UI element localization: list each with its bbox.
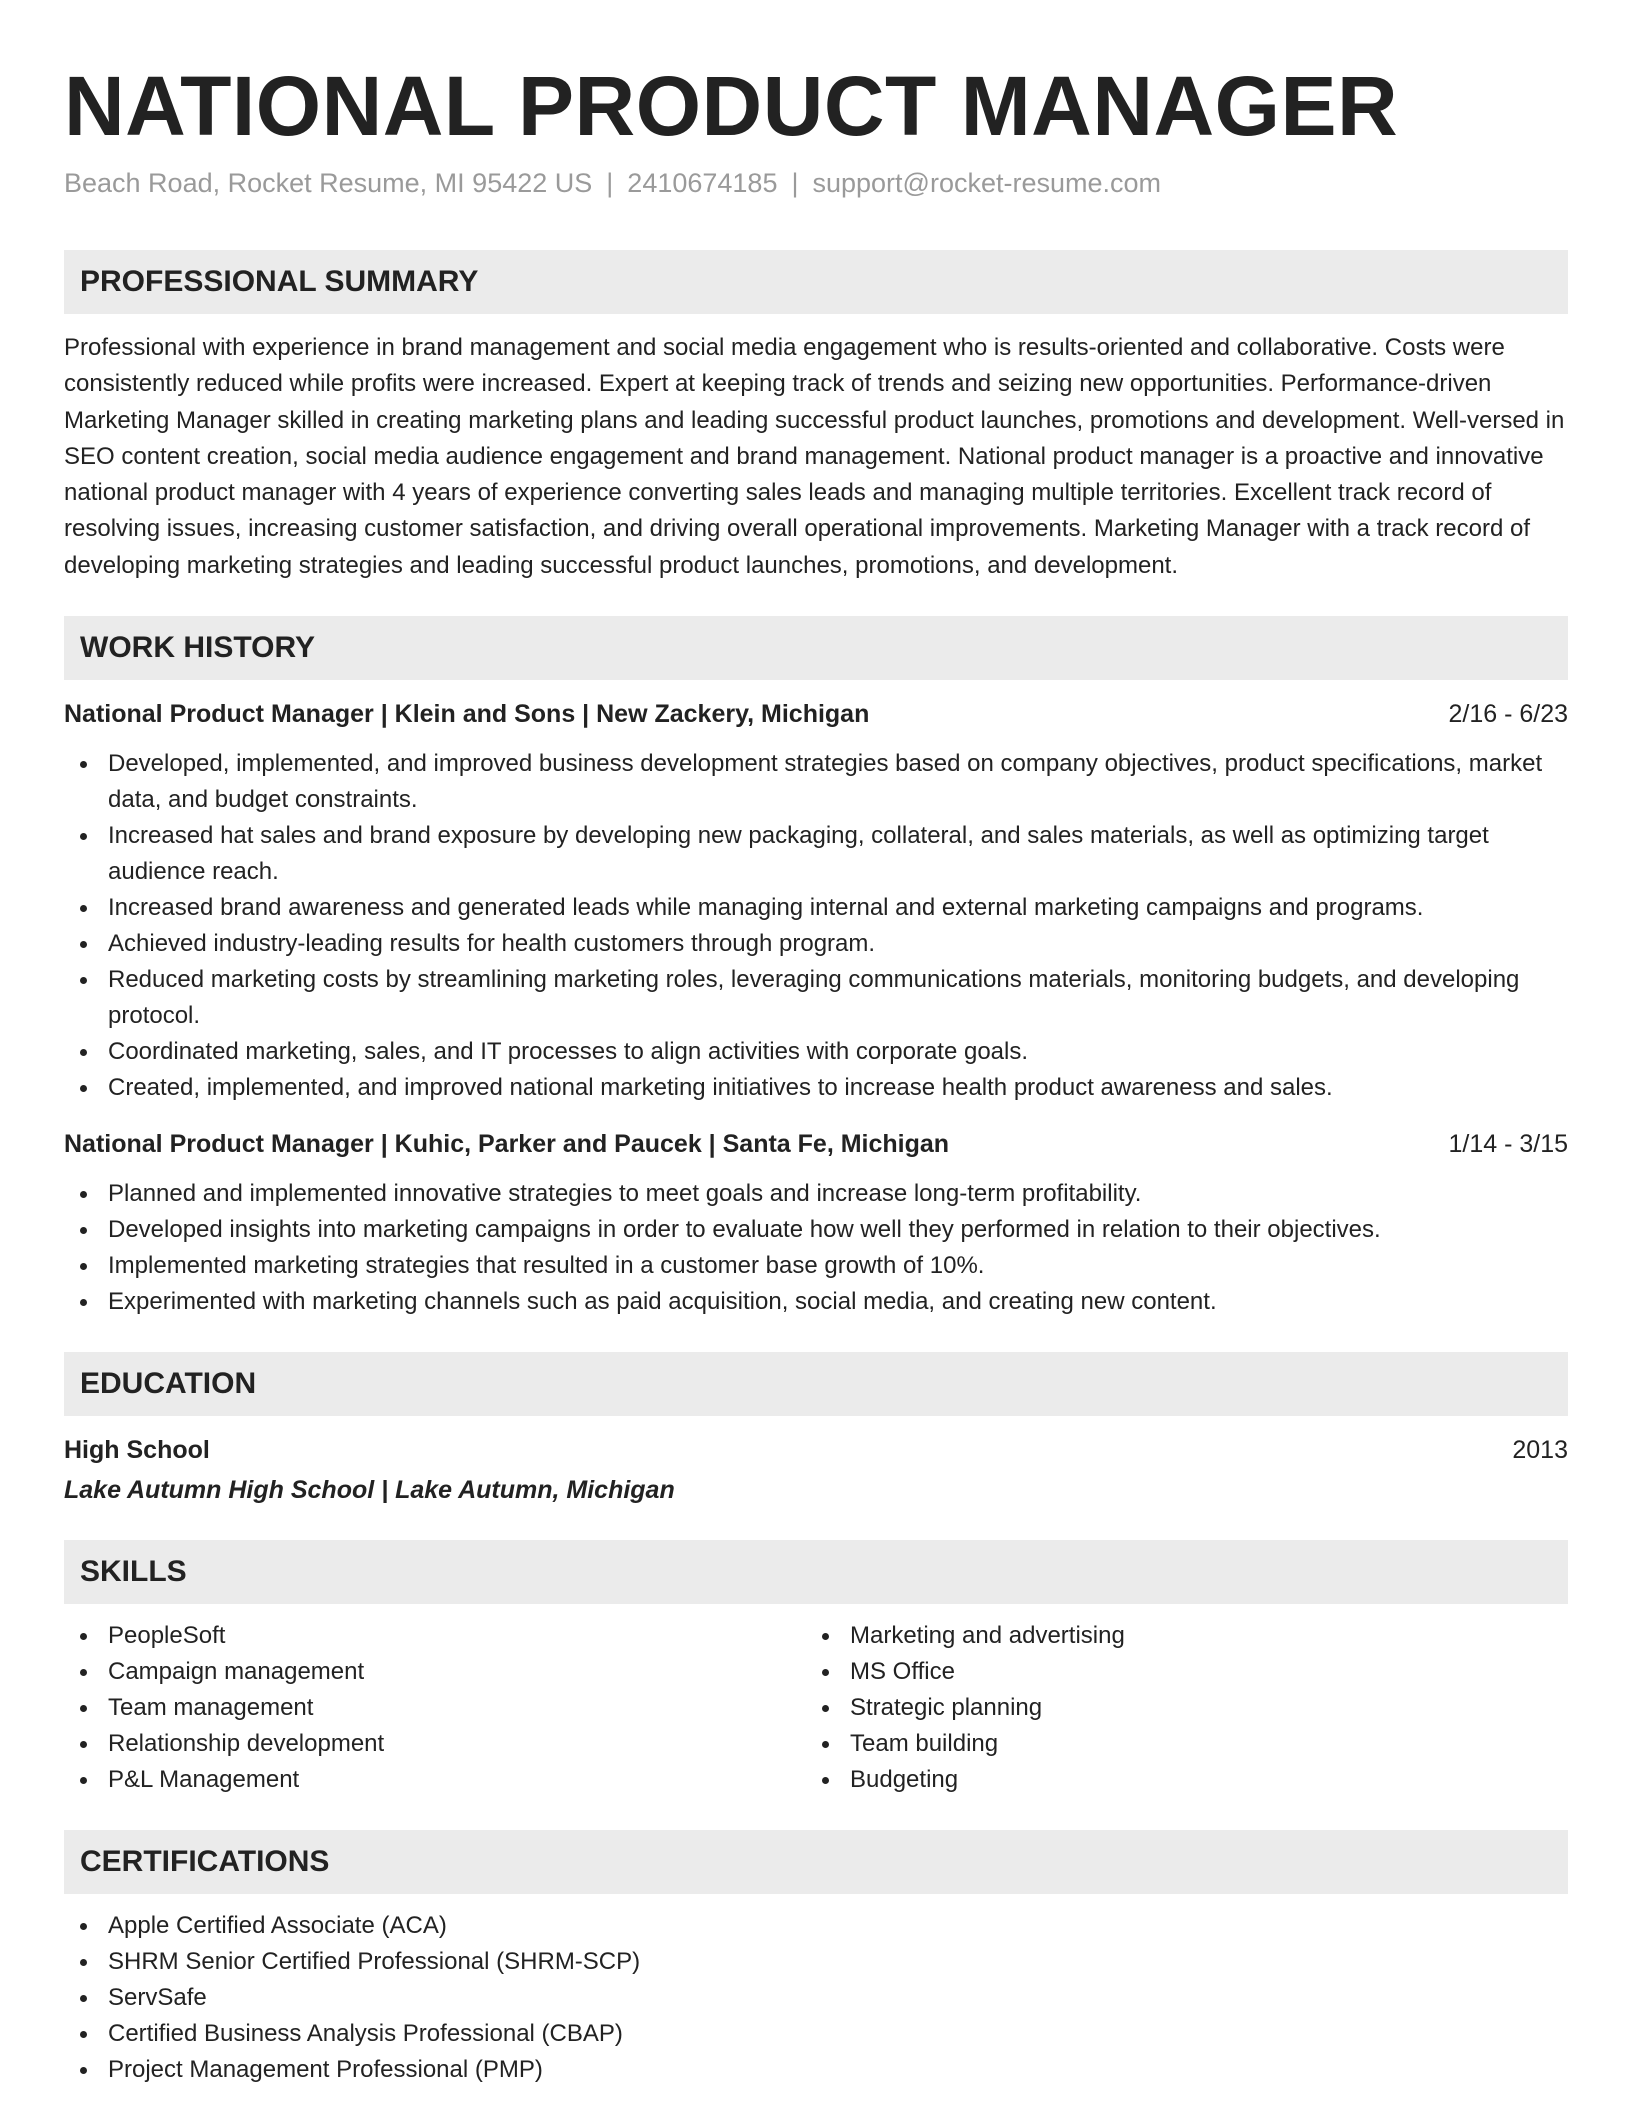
job-bullet: Created, implemented, and improved national marketing initiatives to increase health product awareness and sales. — [64, 1070, 1568, 1106]
skills-grid — [64, 1618, 1568, 1798]
skills-list-right — [806, 1618, 1548, 1798]
skill-item: Relationship development — [64, 1726, 806, 1762]
job-dates: 1/14 - 3/15 — [1448, 1130, 1568, 1159]
section-heading-skills: SKILLS — [64, 1540, 1568, 1604]
education-degree: High School — [64, 1436, 210, 1465]
contact-email: support@rocket-resume.com — [812, 168, 1162, 198]
section-heading-education: EDUCATION — [64, 1352, 1568, 1416]
skills-list-left — [64, 1618, 806, 1798]
job-bullet: Coordinated marketing, sales, and IT processes to align activities with corporate goals. — [64, 1034, 1568, 1070]
job-bullet: Increased hat sales and brand exposure by developing new packaging, collateral, and sales materials, as well as optimizing target audience reach. — [64, 818, 1568, 890]
section-heading-work-history: WORK HISTORY — [64, 616, 1568, 680]
skill-item: Campaign management — [64, 1654, 806, 1690]
skill-item: Team management — [64, 1690, 806, 1726]
education-year: 2013 — [1512, 1436, 1568, 1465]
job-header — [64, 1126, 1568, 1162]
contact-line — [64, 166, 1568, 200]
job-bullet: Implemented marketing strategies that resulted in a customer base growth of 10%. — [64, 1248, 1568, 1284]
resume-page — [64, 0, 1568, 2088]
job-title: National Product Manager | Klein and Sons | New Zackery, Michigan — [64, 700, 870, 729]
job-bullet-list — [64, 1176, 1568, 1320]
job-bullet: Experimented with marketing channels such as paid acquisition, social media, and creating new content. — [64, 1284, 1568, 1320]
skill-item: PeopleSoft — [64, 1618, 806, 1654]
resume-name-heading: NATIONAL PRODUCT MANAGER — [64, 59, 1399, 153]
summary-paragraph: Professional with experience in brand management and social media engagement who is results-oriented and collaborative. Costs were consistently reduced while profits were increased. Expert at keeping track of trends and seizing new opportunities. Performance-driven Marketing Manager skilled in creating marketing plans and leading successful product launches, promotions and development. Well-versed in SEO content creation, social media audience engagement and brand management. National product manager is a proactive and innovative national product manager with 4 years of experience converting sales leads and managing multiple territories. Excellent track record of resolving issues, increasing customer satisfaction, and driving overall operational improvements. Marketing Manager with a track record of developing marketing strategies and leading successful product launches, promotions, and development. — [64, 334, 1565, 579]
job-bullet: Increased brand awareness and generated leads while managing internal and external marketing campaigns and programs. — [64, 890, 1568, 926]
contact-phone: 2410674185 — [627, 168, 778, 198]
skill-item: MS Office — [806, 1654, 1548, 1690]
skill-item: Strategic planning — [806, 1690, 1548, 1726]
job-bullet-list — [64, 746, 1568, 1106]
certification-item: SHRM Senior Certified Professional (SHRM-SCP) — [64, 1944, 1568, 1980]
job-header — [64, 696, 1568, 732]
job-bullet: Developed, implemented, and improved business development strategies based on company objectives, product specifications, market data, and budget constraints. — [64, 746, 1568, 818]
job-bullet: Reduced marketing costs by streamlining marketing roles, leveraging communications materials, monitoring budgets, and developing protocol. — [64, 962, 1568, 1034]
skill-item: P&L Management — [64, 1762, 806, 1798]
education-school: Lake Autumn High School | Lake Autumn, Michigan — [64, 1476, 675, 1505]
certification-item: Apple Certified Associate (ACA) — [64, 1908, 1568, 1944]
certification-item: Project Management Professional (PMP) — [64, 2052, 1568, 2088]
contact-separator: | — [606, 168, 614, 198]
section-heading-certifications: CERTIFICATIONS — [64, 1830, 1568, 1894]
job-bullet: Developed insights into marketing campaigns in order to evaluate how well they performed in relation to their objectives. — [64, 1212, 1568, 1248]
contact-address: Beach Road, Rocket Resume, MI 95422 US — [64, 168, 593, 198]
job-title: National Product Manager | Kuhic, Parker and Paucek | Santa Fe, Michigan — [64, 1130, 950, 1159]
education-entry — [64, 1432, 1568, 1468]
job-bullet: Planned and implemented innovative strategies to meet goals and increase long-term profitability. — [64, 1176, 1568, 1212]
skill-item: Team building — [806, 1726, 1548, 1762]
certification-item: ServSafe — [64, 1980, 1568, 2016]
section-heading-summary: PROFESSIONAL SUMMARY — [64, 250, 1568, 314]
skill-item: Marketing and advertising — [806, 1618, 1548, 1654]
job-dates: 2/16 - 6/23 — [1448, 700, 1568, 729]
job-bullet: Achieved industry-leading results for health customers through program. — [64, 926, 1568, 962]
certifications-list — [64, 1908, 1568, 2088]
skill-item: Budgeting — [806, 1762, 1548, 1798]
certification-item: Certified Business Analysis Professional (CBAP) — [64, 2016, 1568, 2052]
contact-separator: | — [791, 168, 799, 198]
